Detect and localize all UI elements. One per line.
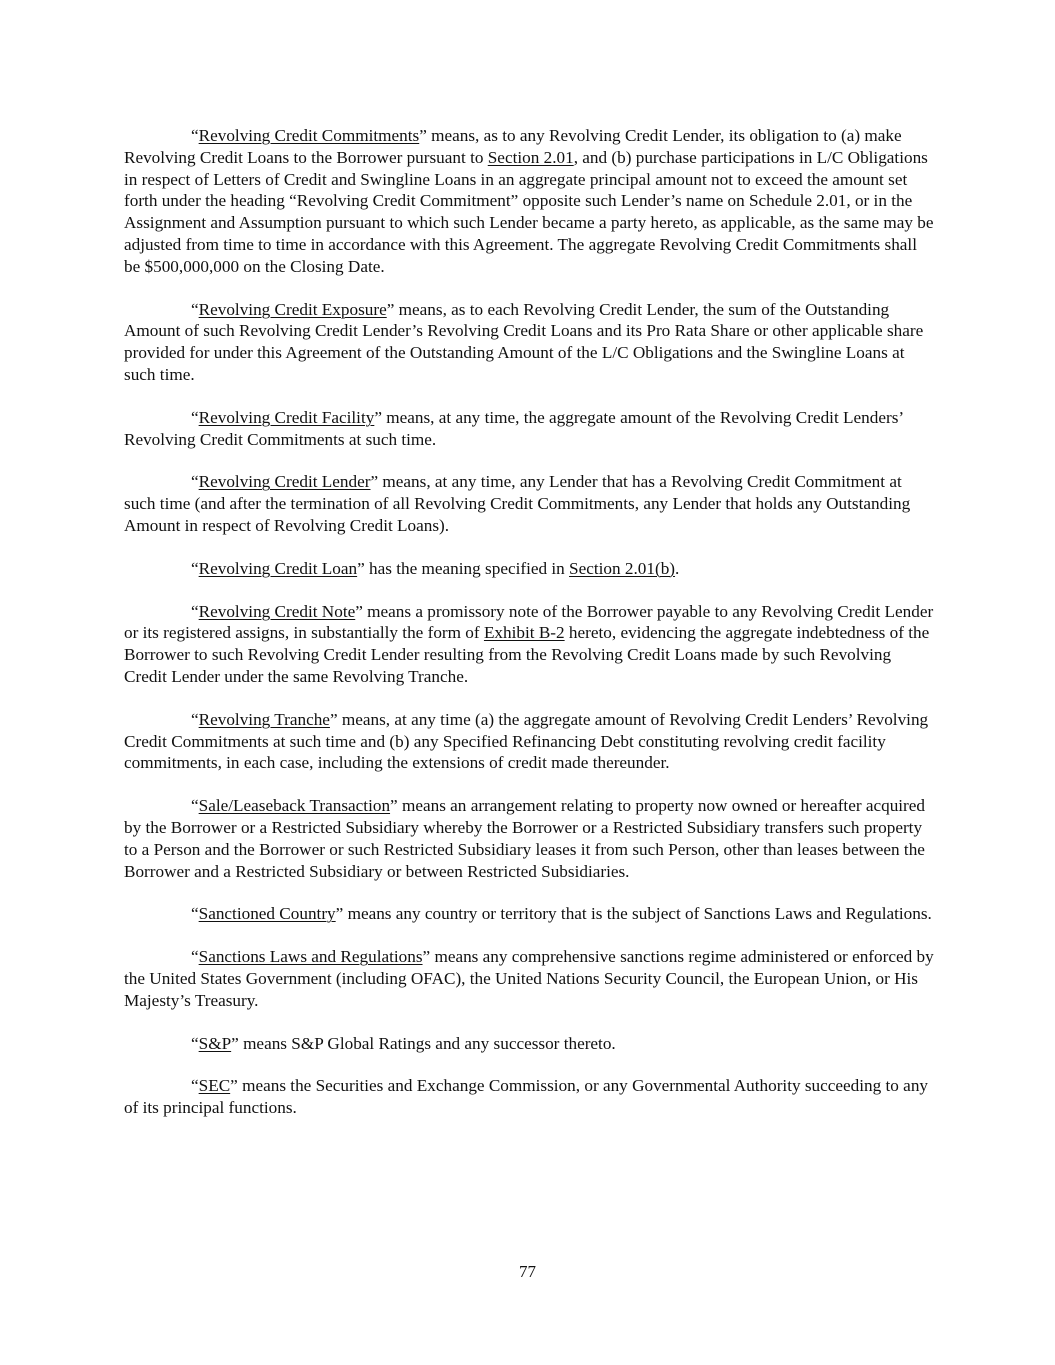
definition-text: , and (b) purchase participations in L/C Obligations in respect of Letters of Credit and Swingline Loans in an aggregate principal amount not to exceed the amount set forth under the heading “Revolving Credit Commitment” opposite such Lender’s name on Schedule 2.01, or in the Assignment and Assumption pursuant to which such Lender became a party hereto, as applicable, as the same may be adjusted from time to time in accordance with this Agreement. The aggregate Revolving Credit Commitments shall be $500,000,000 on the Closing Date. — [124, 147, 934, 276]
open-quote: “ — [191, 299, 199, 319]
definition-text: ” means S&P Global Ratings and any successor thereto. — [231, 1033, 616, 1053]
definition-sale-leaseback-transaction — [124, 795, 934, 882]
definition-revolving-credit-facility — [124, 407, 934, 451]
defined-term: S&P — [198, 1033, 232, 1053]
definition-revolving-credit-exposure — [124, 299, 934, 386]
defined-term: Revolving Credit Loan — [198, 558, 358, 578]
defined-term: Revolving Credit Facility — [198, 407, 375, 427]
definition-text: ” means an arrangement relating to property now owned or hereafter acquired by the Borrower or a Restricted Subsidiary whereby the Borrower or a Restricted Subsidiary transfers such property to a Person and the Borrower or such Restricted Subsidiary leases it from such Person, other than leases between the Borrower and a Restricted Subsidiary or between Restricted Subsidiaries. — [124, 796, 926, 881]
definitions-section — [124, 125, 934, 1140]
defined-term: Sanctions Laws and Regulations — [198, 947, 423, 967]
section-reference: Section 2.01(b) — [569, 558, 676, 578]
definition-sec — [124, 1075, 934, 1119]
open-quote: “ — [191, 407, 199, 427]
definition-text: ” has the meaning specified in — [357, 558, 570, 578]
defined-term: SEC — [198, 1076, 231, 1096]
open-quote: “ — [191, 904, 199, 924]
definition-revolving-credit-lender — [124, 471, 934, 536]
exhibit-reference: Exhibit B-2 — [483, 623, 565, 643]
definition-text: ” means, as to any Revolving Credit Lender, its obligation to (a) make Revolving Credit Loans to the Borrower pursuant to — [124, 126, 902, 167]
definition-text: . — [675, 558, 680, 578]
defined-term: Revolving Credit Commitments — [198, 126, 420, 145]
defined-term: Revolving Credit Note — [198, 601, 356, 621]
definition-revolving-tranche — [124, 709, 934, 774]
definition-text: ” means any comprehensive sanctions regime administered or enforced by the United States Government (including OFAC), the United Nations Security Council, the European Union, or His Majesty’s Treasury. — [124, 947, 934, 1010]
defined-term: Revolving Credit Lender — [198, 472, 371, 492]
defined-term: Revolving Tranche — [198, 709, 330, 729]
definition-text: ” means the Securities and Exchange Commission, or any Governmental Authority succeeding to any of its principal functions. — [124, 1076, 929, 1118]
definition-text: ” means a promissory note of the Borrower payable to any Revolving Credit Lender or its registered assigns, in substantially the form of — [124, 601, 934, 643]
definition-sanctions-laws-and-regulations — [124, 946, 934, 1011]
definition-text: ” means, at any time, the aggregate amount of the Revolving Credit Lenders’ Revolving Credit Commitments at such time. — [124, 407, 903, 449]
open-quote: “ — [191, 947, 199, 967]
definition-sanctioned-country — [124, 903, 934, 925]
open-quote: “ — [191, 796, 199, 816]
open-quote: “ — [191, 1076, 199, 1096]
definition-text: ” means, at any time (a) the aggregate amount of Revolving Credit Lenders’ Revolving Credit Commitments at such time and (b) any Specified Refinancing Debt constituting revolving credit facility commitments, in each case, including the extensions of credit made thereunder. — [124, 709, 929, 773]
open-quote: “ — [191, 126, 199, 145]
definition-revolving-credit-note — [124, 601, 934, 688]
defined-term: Sale/Leaseback Transaction — [198, 796, 391, 816]
open-quote: “ — [191, 601, 199, 621]
definition-revolving-credit-loan — [124, 558, 934, 580]
open-quote: “ — [191, 709, 199, 729]
definition-text: ” means any country or territory that is the subject of Sanctions Laws and Regulations. — [335, 904, 932, 924]
page-number: 77 — [519, 1262, 536, 1281]
defined-term: Sanctioned Country — [198, 904, 336, 924]
definition-s-and-p — [124, 1033, 934, 1055]
open-quote: “ — [191, 1033, 199, 1053]
open-quote: “ — [191, 558, 199, 578]
definition-revolving-credit-commitments — [124, 125, 934, 278]
definition-text: ” means, at any time, any Lender that has a Revolving Credit Commitment at such time (and after the termination of all Revolving Credit Commitments, any Lender that holds any Outstanding Amount in respect of Revolving Credit Loans). — [124, 472, 911, 535]
defined-term: Revolving Credit Exposure — [198, 299, 387, 319]
definition-text: ” means, as to each Revolving Credit Lender, the sum of the Outstanding Amount of such Revolving Credit Lender’s Revolving Credit Loans and its Pro Rata Share or other applicable share provided for under this Agreement of the Outstanding Amount of the L/C Obligations and the Swingline Loans at such time. — [124, 299, 924, 384]
section-reference: Section 2.01 — [487, 147, 574, 167]
open-quote: “ — [191, 472, 199, 492]
definition-text: hereto, evidencing the aggregate indebtedness of the Borrower to such Revolving Credit Lender resulting from the Revolving Credit Loans made by such Revolving Credit Lender under the same Revolving Tranche. — [124, 623, 930, 686]
